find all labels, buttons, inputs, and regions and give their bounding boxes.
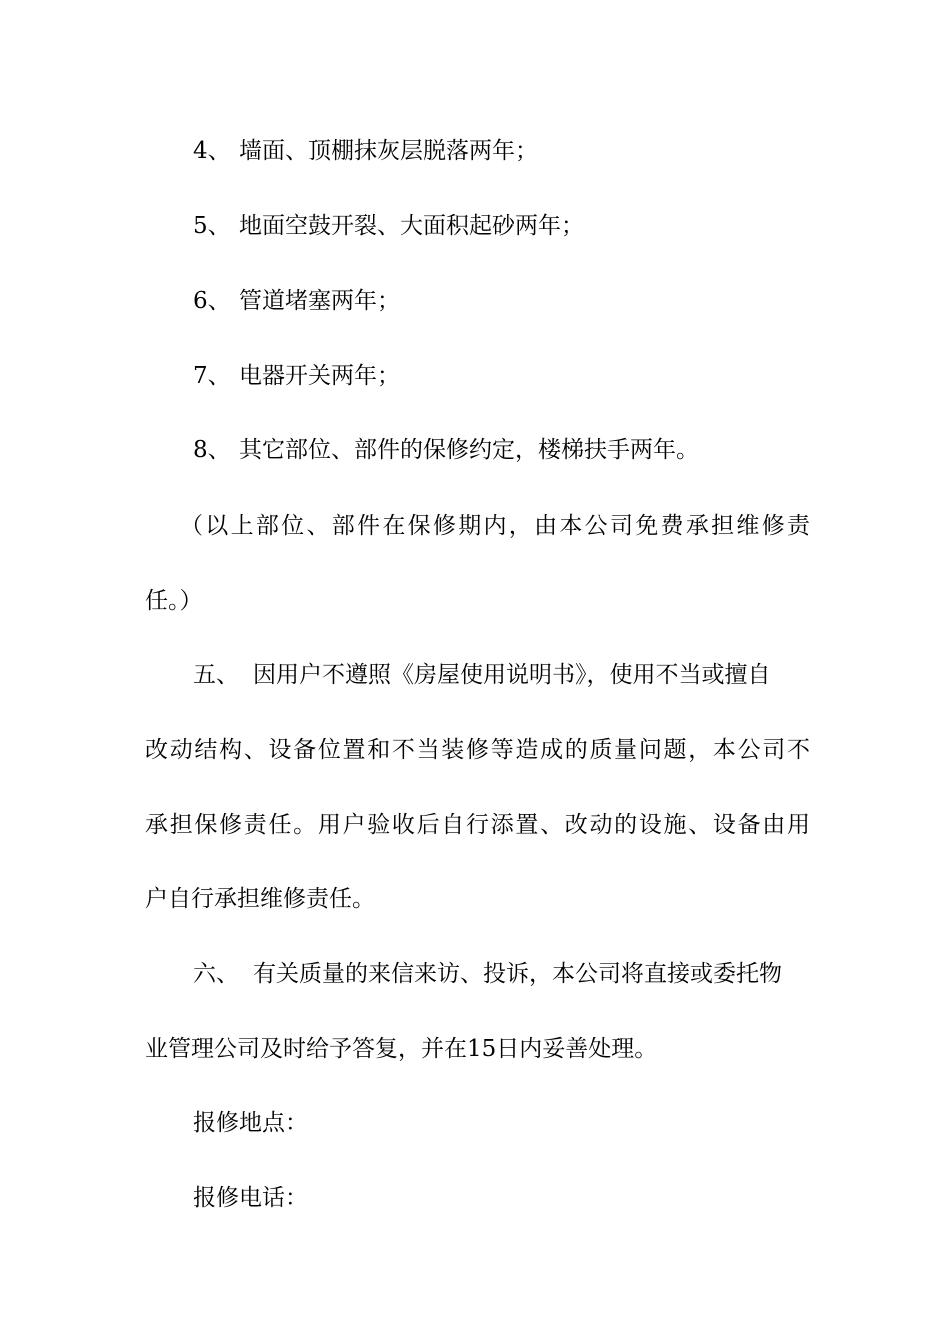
section-number: 六、 <box>193 961 239 987</box>
list-item-5 <box>193 206 810 246</box>
list-number: 8、 <box>193 437 231 463</box>
section-6-line-1 <box>193 954 810 994</box>
section-number: 五、 <box>193 662 239 688</box>
list-text: 管道堵塞两年； <box>239 288 400 314</box>
section-5-line-1 <box>193 655 810 695</box>
section-6-line-2: 业管理公司及时给予答复，并在15日内妥善处理。 <box>145 1036 658 1062</box>
list-item-6 <box>193 281 810 321</box>
section-text: 有关质量的来信来访、投诉，本公司将直接或委托物 <box>253 961 782 987</box>
list-item-4 <box>193 131 810 171</box>
section-5-line-3: 承担保修责任。用户验收后自行添置、改动的设施、设备由用 <box>145 812 810 838</box>
list-number: 7、 <box>193 363 231 389</box>
section-5-line-2: 改动结构、设备位置和不当装修等造成的质量问题，本公司不 <box>145 737 810 763</box>
list-text: 其它部位、部件的保修约定，楼梯扶手两年。 <box>239 437 699 463</box>
list-number: 4、 <box>193 138 231 164</box>
list-text: 墙面、顶棚抹灰层脱落两年； <box>239 138 538 164</box>
note-line-1: （以上部位、部件在保修期内，由本公司免费承担维修责 <box>180 513 810 539</box>
section-text: 因用户不遵照《房屋使用说明书》，使用不当或擅自 <box>253 662 771 688</box>
list-text: 地面空鼓开裂、大面积起砂两年； <box>239 213 584 239</box>
note-line-2: 任。） <box>145 588 203 614</box>
repair-location-label: 报修地点： <box>193 1110 308 1136</box>
list-number: 6、 <box>193 288 231 314</box>
repair-phone-label: 报修电话： <box>193 1185 308 1211</box>
list-text: 电器开关两年； <box>239 363 400 389</box>
list-item-8 <box>193 430 810 470</box>
list-item-7 <box>193 356 810 396</box>
list-number: 5、 <box>193 213 231 239</box>
section-5-line-4: 户自行承担维修责任。 <box>145 886 375 912</box>
